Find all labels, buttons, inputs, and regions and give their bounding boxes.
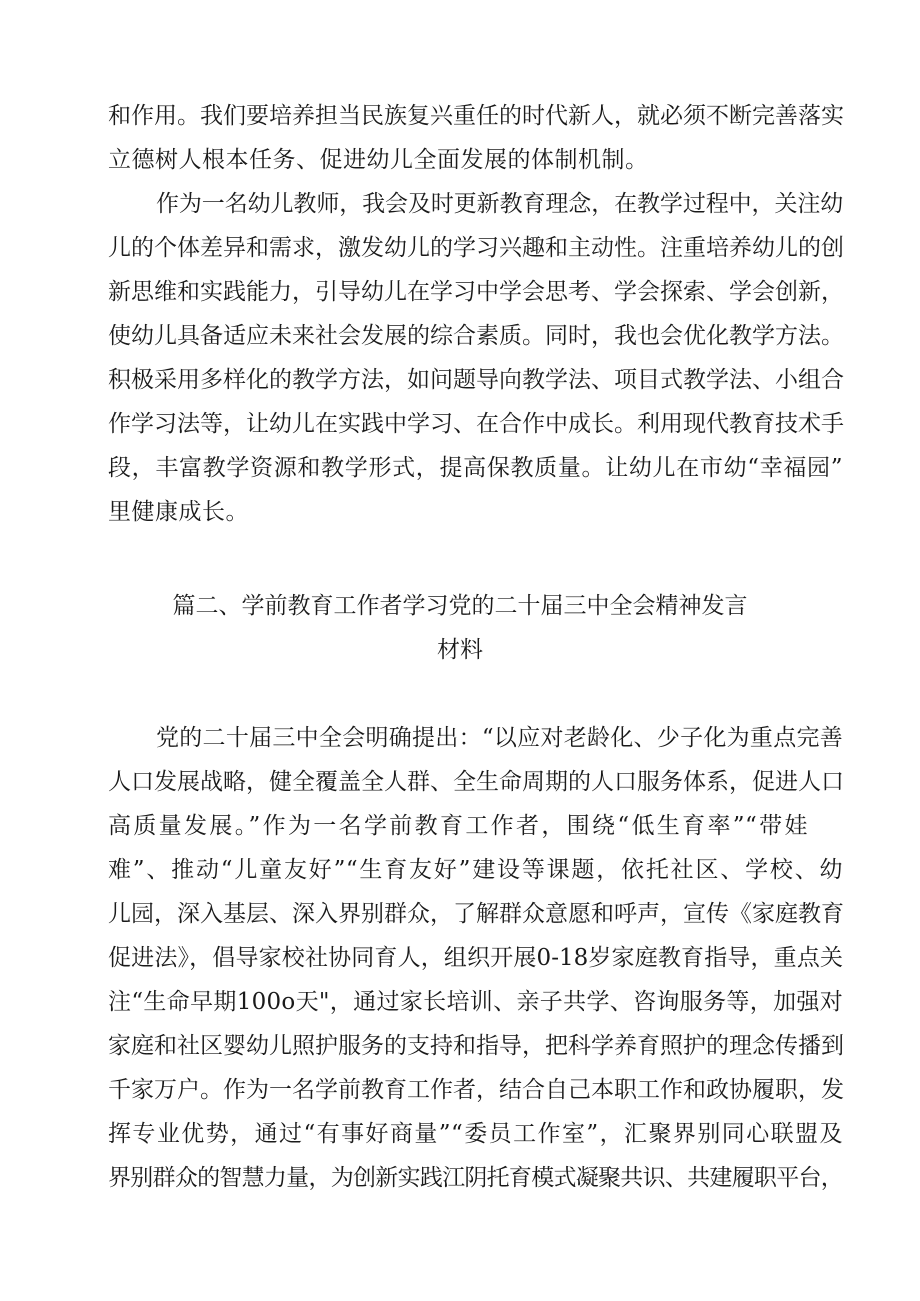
- paragraph-line: 立德树人根本任务、促进幼儿全面发展的体制机制。: [108, 147, 649, 173]
- paragraph-line: 家庭和社区婴幼儿照护服务的支持和指导，把科学养育照护的理念传播到: [108, 1033, 844, 1059]
- paragraph-line: 儿的个体差异和需求，激发幼儿的学习兴趣和主动性。注重培养幼儿的创: [108, 235, 844, 261]
- paragraph-line: 千家万户。作为一名学前教育工作者，结合自己本职工作和政协履职，发: [108, 1077, 844, 1103]
- paragraph-line: 儿园，深入基层、深入界别群众，了解群众意愿和呼声，宣传《家庭教育: [108, 901, 844, 927]
- paragraph-line: 新思维和实践能力，引导幼儿在学习中学会思考、学会探索、学会创新，: [108, 279, 844, 305]
- paragraph-line: 使幼儿具备适应未来社会发展的综合素质。同时，我也会优化教学方法。: [108, 323, 844, 349]
- section-title: 篇二、学前教育工作者学习党的二十届三中全会精神发言: [172, 593, 748, 619]
- paragraph-line: 注“生命早期100o天"，通过家长培训、亲子共学、咨询服务等，加强对: [108, 989, 843, 1015]
- paragraph-line: 难”、推动“儿童友好”“生育友好”建设等课题，依托社区、学校、幼: [108, 857, 843, 883]
- paragraph-line: 作为一名幼儿教师，我会及时更新教育理念，在教学过程中，关注幼: [156, 191, 843, 217]
- paragraph-line: 高质量发展。”作为一名学前教育工作者，围绕“低生育率”“带娃: [108, 813, 808, 839]
- paragraph-line: 段，丰富教学资源和教学形式，提高保教质量。让幼儿在市幼“幸福园”: [108, 455, 843, 481]
- paragraph-line: 人口发展战略，健全覆盖全人群、全生命周期的人口服务体系，促进人口: [108, 769, 844, 795]
- section-title-continuation: 材料: [437, 637, 483, 663]
- paragraph-line: 里健康成长。: [108, 499, 249, 525]
- paragraph-line: 挥专业优势，通过“有事好商量”“委员工作室”，汇聚界别同心联盟及: [108, 1121, 843, 1147]
- paragraph-line: 和作用。我们要培养担当民族复兴重任的时代新人，就必须不断完善落实: [108, 103, 844, 129]
- paragraph-line: 党的二十届三中全会明确提出：“以应对老龄化、少子化为重点完善: [156, 725, 843, 751]
- paragraph-line: 积极采用多样化的教学方法，如问题导向教学法、项目式教学法、小组合: [108, 367, 844, 393]
- paragraph-line: 界别群众的智慧力量，为创新实践江阴托育模式凝聚共识、共建履职平台，: [108, 1165, 843, 1191]
- paragraph-line: 作学习法等，让幼儿在实践中学习、在合作中成长。利用现代教育技术手: [108, 411, 844, 437]
- paragraph-line: 促进法》，倡导家校社协同育人，组织开展0-18岁家庭教育指导，重点关: [108, 945, 843, 971]
